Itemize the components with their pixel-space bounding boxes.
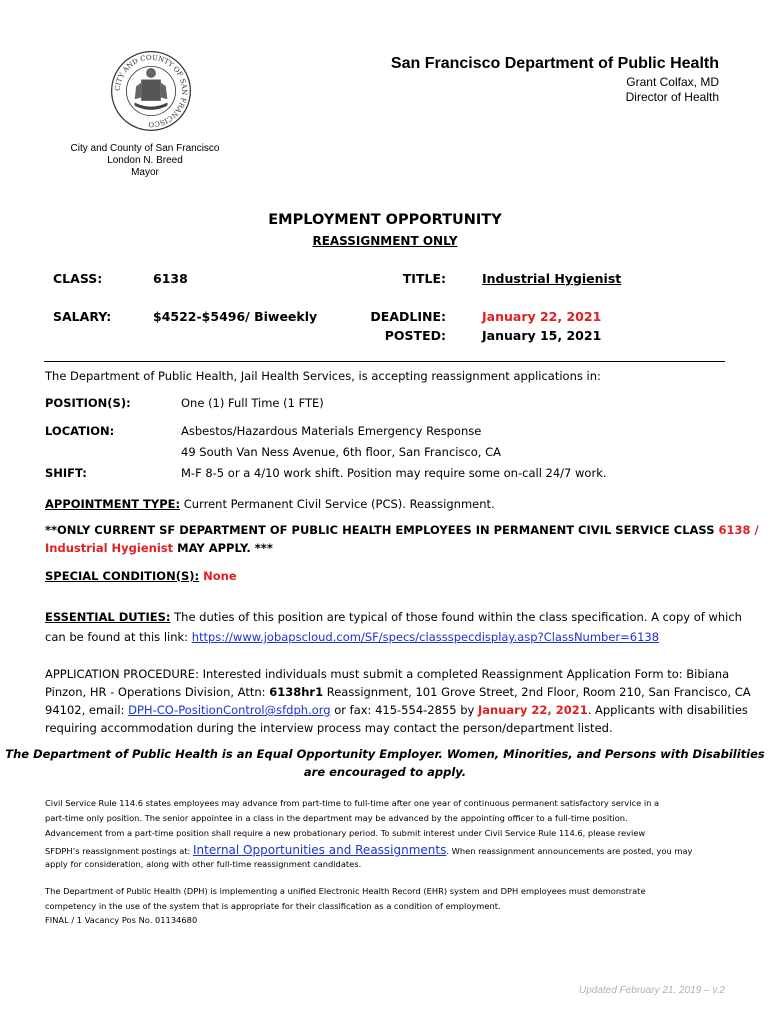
deadline-label: DEADLINE: — [370, 309, 446, 324]
application-address: Reassignment, 101 Grove Street, 2nd Floor, Room 210, San Francisco, CA — [323, 685, 751, 699]
position-value: One (1) Full Time (1 FTE) — [181, 396, 324, 410]
rule-line-1: Civil Service Rule 114.6 states employees may advance from part-time to full-time after one year of continuous permanent satisfactory service in a — [45, 798, 660, 808]
internal-opportunities-link[interactable]: Internal Opportunities and Reassignments — [192, 843, 447, 857]
rule-line-5: apply for consideration, along with other full-time reassignment candidates. — [45, 859, 362, 869]
duties-link-intro: can be found at this link: — [45, 630, 192, 644]
svg-text:CITY AND COUNTY OF SAN FRANCIS: CITY AND COUNTY OF SAN FRANCISCO — [113, 53, 189, 129]
posted-value: January 15, 2021 — [482, 328, 602, 343]
application-attn-code: 6138hr1 — [269, 685, 324, 699]
rule-postings-intro: SFDPH’s reassignment postings at: — [45, 846, 193, 856]
posted-label: POSTED: — [384, 328, 446, 343]
application-email-intro: 94102, email: — [45, 703, 129, 717]
application-line-4: requiring accommodation during the interview process may contact the person/department listed. — [45, 721, 613, 735]
duties-label: ESSENTIAL DUTIES: — [45, 610, 171, 624]
page-title: EMPLOYMENT OPPORTUNITY — [268, 212, 502, 228]
duties-text: The duties of this position are typical of those found within the class specification. A copy of which — [170, 610, 742, 624]
deadline-value: January 22, 2021 — [482, 309, 602, 324]
rule-line-2: part-time only position. The senior appointee in a class in the department may be advanced by the appointing officer to a full-time position. — [45, 813, 628, 823]
appointment-label: APPOINTMENT TYPE: — [45, 497, 181, 511]
title-value: Industrial Hygienist — [482, 271, 622, 286]
application-deadline: January 22, 2021 — [477, 703, 588, 717]
duties-line-2 — [45, 630, 659, 644]
intro-text: The Department of Public Health, Jail Health Services, is accepting reassignment applications in: — [45, 369, 601, 383]
director-title: Director of Health — [625, 90, 719, 104]
appointment-type — [45, 497, 495, 511]
mayor-name: London N. Breed — [107, 155, 183, 166]
duties-line-1 — [45, 610, 742, 624]
application-line-2 — [45, 685, 751, 699]
eligibility-line-1 — [45, 523, 759, 537]
application-text: Pinzon, HR - Operations Division, Attn: — [45, 685, 270, 699]
class-label: CLASS: — [53, 271, 103, 286]
director-name: Grant Colfax, MD — [626, 75, 719, 89]
title-label: TITLE: — [402, 271, 446, 286]
salary-label: SALARY: — [53, 309, 112, 324]
shift-label: SHIFT: — [45, 466, 87, 480]
eligibility-line-2 — [45, 541, 273, 555]
position-label: POSITION(S): — [45, 396, 131, 410]
location-value-1: Asbestos/Hazardous Materials Emergency Response — [181, 424, 482, 438]
class-spec-link[interactable]: https://www.jobapscloud.com/SF/specs/classspecdisplay.asp?ClassNumber=6138 — [191, 630, 660, 644]
application-line-3 — [45, 703, 748, 717]
special-label: SPECIAL CONDITION(S): — [45, 569, 200, 583]
application-disabilities: . Applicants with disabilities — [587, 703, 748, 717]
rule-postings-text: . When reassignment announcements are posted, you may — [446, 846, 693, 856]
eligibility-title: Industrial Hygienist — [45, 541, 174, 555]
email-link[interactable]: DPH-CO-PositionControl@sfdph.org — [128, 703, 331, 717]
location-label: LOCATION: — [45, 424, 115, 438]
eeo-statement-1: The Department of Public Health is an Equal Opportunity Employer. Women, Minorities, and Persons with Disabilities — [5, 747, 765, 761]
city-name: City and County of San Francisco — [70, 143, 220, 154]
footer-updated: Updated February 21, 2019 – v.2 — [578, 985, 725, 996]
application-line-1: APPLICATION PROCEDURE: Interested individuals must submit a completed Reassignment Application Form to: Bibiana — [45, 667, 730, 681]
rule-line-3: Advancement from a part-time position shall require a new probationary period. To submit interest under Civil Service Rule 114.6, please review — [45, 828, 646, 838]
location-value-2: 49 South Van Ness Avenue, 6th floor, San Francisco, CA — [181, 445, 502, 459]
appointment-value: Current Permanent Civil Service (PCS). Reassignment. — [180, 497, 495, 511]
eligibility-text: **ONLY CURRENT SF DEPARTMENT OF PUBLIC HEALTH EMPLOYEES IN PERMANENT CIVIL SERVICE CLASS — [45, 523, 719, 537]
mayor-title: Mayor — [131, 167, 159, 178]
city-seal-logo — [110, 50, 192, 132]
eeo-statement-2: are encouraged to apply. — [303, 765, 467, 779]
special-value: None — [203, 569, 237, 583]
final-line: FINAL / 1 Vacancy Pos No. 01134680 — [45, 915, 198, 925]
application-fax: or fax: 415-554-2855 by — [330, 703, 478, 717]
page-subtitle: REASSIGNMENT ONLY — [312, 234, 458, 248]
ehr-line-2: competency in the use of the system that is appropriate for their classification as a condition of employment. — [45, 901, 501, 911]
ehr-line-1: The Department of Public Health (DPH) is implementing a unified Electronic Health Record (EHR) system and DPH employees must demonstrate — [45, 886, 646, 896]
eligibility-text-end: MAY APPLY. *** — [173, 541, 273, 555]
salary-value: $4522-$5496/ Biweekly — [153, 309, 318, 324]
special-conditions — [45, 569, 237, 583]
rule-line-4 — [45, 843, 692, 857]
department-title: San Francisco Department of Public Health — [390, 55, 719, 72]
divider — [44, 361, 725, 362]
class-value: 6138 — [153, 271, 188, 286]
shift-value: M-F 8-5 or a 4/10 work shift. Position may require some on-call 24/7 work. — [181, 466, 607, 480]
eligibility-class: 6138 / — [718, 523, 759, 537]
